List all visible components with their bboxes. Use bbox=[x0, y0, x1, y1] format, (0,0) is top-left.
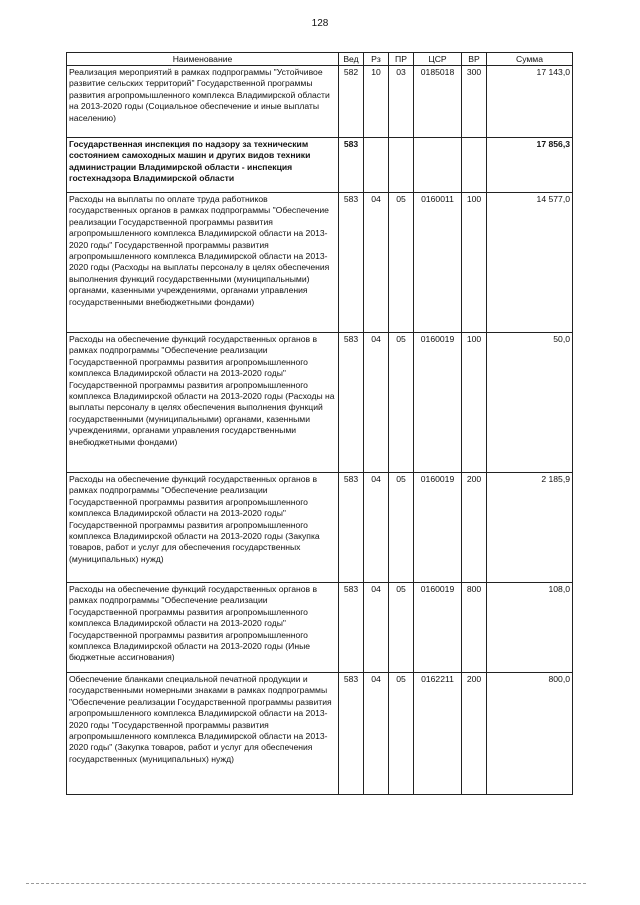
row-name: Расходы на выплаты по оплате труда работников государственных органов в рамках подпрограммы "Обеспечение реализации Государственной программы развития агропромышленного комплекса Владимирской области на 2013-2020 годы" Государственной программы развития агропромышленного комплекса Владимирской области на 2013-2020 годы (Расходы на выплаты персоналу в целях обеспечения выполнения функций государственными (муниципальными) органами, казенными учреждениями, органами управления государственными внебюджетными фондами) bbox=[67, 193, 339, 333]
row-ved: 583 bbox=[339, 473, 364, 583]
row-name: Расходы на обеспечение функций государственных органов в рамках подпрограммы "Обеспечение реализации Государственной программы развития агропромышленного комплекса Владимирской области на 2013-2020 годы" Государственной программы развития агропромышленного комплекса Владимирской области на 2013-2020 годы (Расходы на выплаты персоналу в целях обеспечения выполнения функций государственными (муниципальными) органами, казенными учреждениями, органами управления государственными внебюджетными фондами) bbox=[67, 333, 339, 473]
row-rz: 04 bbox=[364, 583, 389, 673]
row-pr: 05 bbox=[389, 333, 414, 473]
row-sum: 108,0 bbox=[487, 583, 573, 673]
row-ved: 583 bbox=[339, 138, 364, 193]
row-pr: 05 bbox=[389, 473, 414, 583]
header-rz: Рз bbox=[364, 53, 389, 66]
row-rz: 04 bbox=[364, 673, 389, 795]
row-csr: 0160019 bbox=[414, 333, 462, 473]
row-rz bbox=[364, 138, 389, 193]
row-sum: 17 856,3 bbox=[487, 138, 573, 193]
row-csr: 0160019 bbox=[414, 583, 462, 673]
table-row bbox=[67, 583, 573, 673]
table-row bbox=[67, 333, 573, 473]
row-vr: 100 bbox=[462, 333, 487, 473]
row-vr bbox=[462, 138, 487, 193]
row-ved: 583 bbox=[339, 193, 364, 333]
row-ved: 583 bbox=[339, 333, 364, 473]
row-csr: 0160019 bbox=[414, 473, 462, 583]
table-row bbox=[67, 193, 573, 333]
row-ved: 583 bbox=[339, 583, 364, 673]
row-sum: 14 577,0 bbox=[487, 193, 573, 333]
budget-table bbox=[66, 52, 573, 795]
row-vr: 200 bbox=[462, 473, 487, 583]
row-name: Расходы на обеспечение функций государственных органов в рамках подпрограммы "Обеспечение реализации Государственной программы развития агропромышленного комплекса Владимирской области на 2013-2020 годы" Государственной программы развития агропромышленного комплекса Владимирской области на 2013-2020 годы (Иные бюджетные ассигнования) bbox=[67, 583, 339, 673]
table-row bbox=[67, 673, 573, 795]
row-vr: 800 bbox=[462, 583, 487, 673]
row-pr bbox=[389, 138, 414, 193]
row-pr: 05 bbox=[389, 583, 414, 673]
row-rz: 04 bbox=[364, 193, 389, 333]
header-ved: Вед bbox=[339, 53, 364, 66]
table-row bbox=[67, 473, 573, 583]
row-vr: 200 bbox=[462, 673, 487, 795]
header-name: Наименование bbox=[67, 53, 339, 66]
row-name: Государственная инспекция по надзору за техническим состоянием самоходных машин и других видов техники администрации Владимирской области - инспекция гостехнадзора Владимирской области bbox=[67, 138, 339, 193]
footer-divider bbox=[26, 883, 586, 884]
header-vr: ВР bbox=[462, 53, 487, 66]
header-sum: Сумма bbox=[487, 53, 573, 66]
page-number: 128 bbox=[311, 18, 329, 29]
row-pr: 05 bbox=[389, 193, 414, 333]
row-name: Обеспечение бланками специальной печатной продукции и государственными номерными знаками в рамках подпрограммы "Обеспечение реализации Государственной программы развития агропромышленного комплекса Владимирской области на 2013-2020 годы "Государственной программы развития агропромышленного комплекса Владимирской области на 2013-2020 годы" (Закупка товаров, работ и услуг для обеспечения государственных (муниципальных) нужд) bbox=[67, 673, 339, 795]
row-csr bbox=[414, 138, 462, 193]
row-ved: 583 bbox=[339, 673, 364, 795]
row-name: Расходы на обеспечение функций государственных органов в рамках подпрограммы "Обеспечение реализации Государственной программы развития агропромышленного комплекса Владимирской области на 2013-2020 годы" Государственной программы развития агропромышленного комплекса Владимирской области на 2013-2020 годы (Закупка товаров, работ и услуг для обеспечения государственных (муниципальных) нужд) bbox=[67, 473, 339, 583]
row-ved: 582 bbox=[339, 66, 364, 138]
row-sum: 17 143,0 bbox=[487, 66, 573, 138]
row-vr: 100 bbox=[462, 193, 487, 333]
row-pr: 05 bbox=[389, 673, 414, 795]
header-csr: ЦСР bbox=[414, 53, 462, 66]
row-pr: 03 bbox=[389, 66, 414, 138]
header-pr: ПР bbox=[389, 53, 414, 66]
row-sum: 2 185,9 bbox=[487, 473, 573, 583]
row-vr: 300 bbox=[462, 66, 487, 138]
row-sum: 800,0 bbox=[487, 673, 573, 795]
row-csr: 0185018 bbox=[414, 66, 462, 138]
row-csr: 0162211 bbox=[414, 673, 462, 795]
table-header-row bbox=[67, 53, 573, 66]
row-csr: 0160011 bbox=[414, 193, 462, 333]
table-row bbox=[67, 66, 573, 138]
row-sum: 50,0 bbox=[487, 333, 573, 473]
row-name: Реализация мероприятий в рамках подпрограммы "Устойчивое развитие сельских территорий" Государственной программы развития агропромышленного комплекса Владимирской области на 2013-2020 годы (Социальное обеспечение и иные выплаты населению) bbox=[67, 66, 339, 138]
row-rz: 04 bbox=[364, 473, 389, 583]
table-row-department bbox=[67, 138, 573, 193]
row-rz: 10 bbox=[364, 66, 389, 138]
row-rz: 04 bbox=[364, 333, 389, 473]
